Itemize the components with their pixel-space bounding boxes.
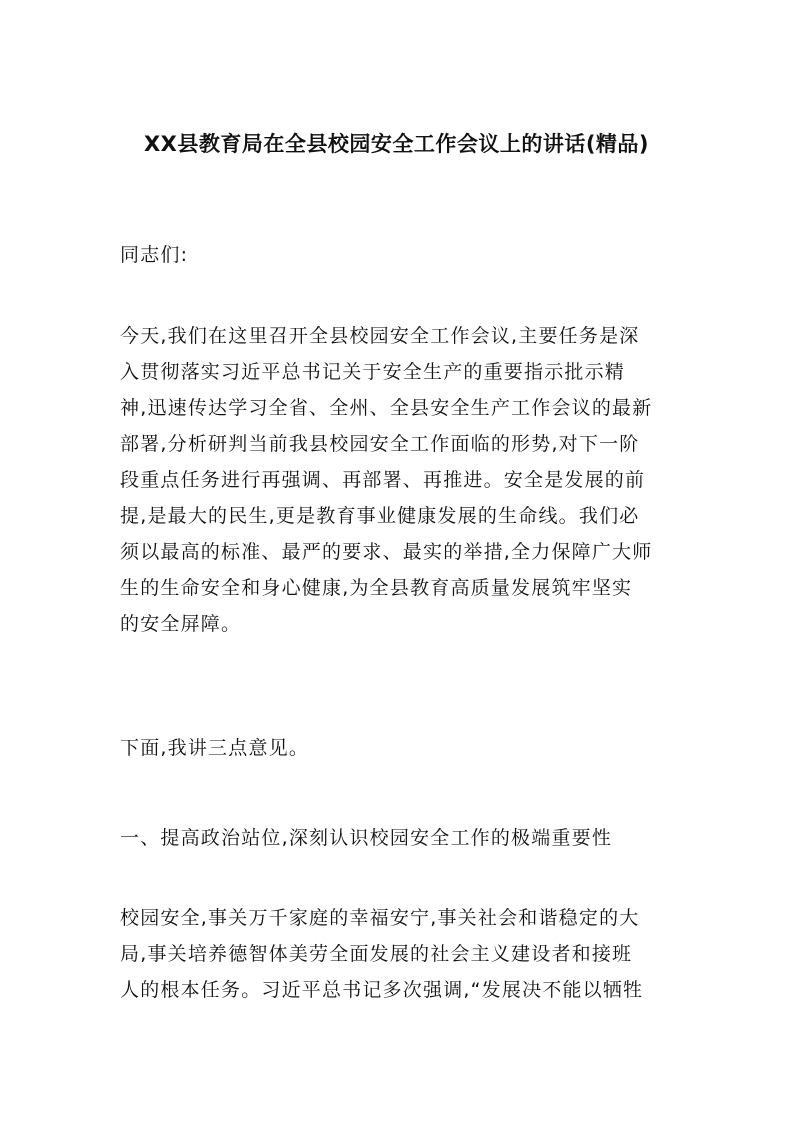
paragraph-line: 入贯彻落实习近平总书记关于安全生产的重要指示批示精 (120, 361, 626, 383)
paragraph-line: 生的生命安全和身心健康,为全县教育高质量发展筑牢坚实 (120, 577, 633, 599)
paragraph-line: 提,是最大的民生,更是教育事业健康发展的生命线。我们必 (120, 505, 640, 527)
paragraph-line: 须以最高的标准、最严的要求、最实的举措,全力保障广大师 (120, 541, 653, 563)
paragraph-line: 校园安全,事关万千家庭的幸福安宁,事关社会和谐稳定的大 (120, 907, 640, 929)
salutation: 同志们: (120, 244, 189, 266)
paragraph-line: 今天,我们在这里召开全县校园安全工作会议,主要任务是深 (120, 325, 640, 347)
paragraph-line: 部署,分析研判当前我县校园安全工作面临的形势,对下一阶 (120, 433, 640, 455)
paragraph-line: 的安全屏障。 (120, 613, 242, 635)
paragraph-line: 段重点任务进行再强调、再部署、再推进。安全是发展的前 (120, 469, 646, 491)
paragraph-section-1 (120, 900, 675, 1008)
paragraph-line: 神,迅速传达学习全省、全州、全县安全生产工作会议的最新 (120, 397, 653, 419)
paragraph-line: 局,事关培养德智体美劳全面发展的社会主义建设者和接班 (120, 943, 633, 965)
section-heading-1: 一、提高政治站位,深刻认识校园安全工作的极端重要性 (120, 827, 613, 849)
paragraph-intro (120, 318, 675, 642)
document-title: XX县教育局在全县校园安全工作会议上的讲话(精品) (143, 132, 650, 156)
paragraph-outline: 下面,我讲三点意见。 (120, 737, 310, 759)
paragraph-line: 人的根本任务。习近平总书记多次强调,“发展决不能以牺牲 (120, 979, 644, 1001)
